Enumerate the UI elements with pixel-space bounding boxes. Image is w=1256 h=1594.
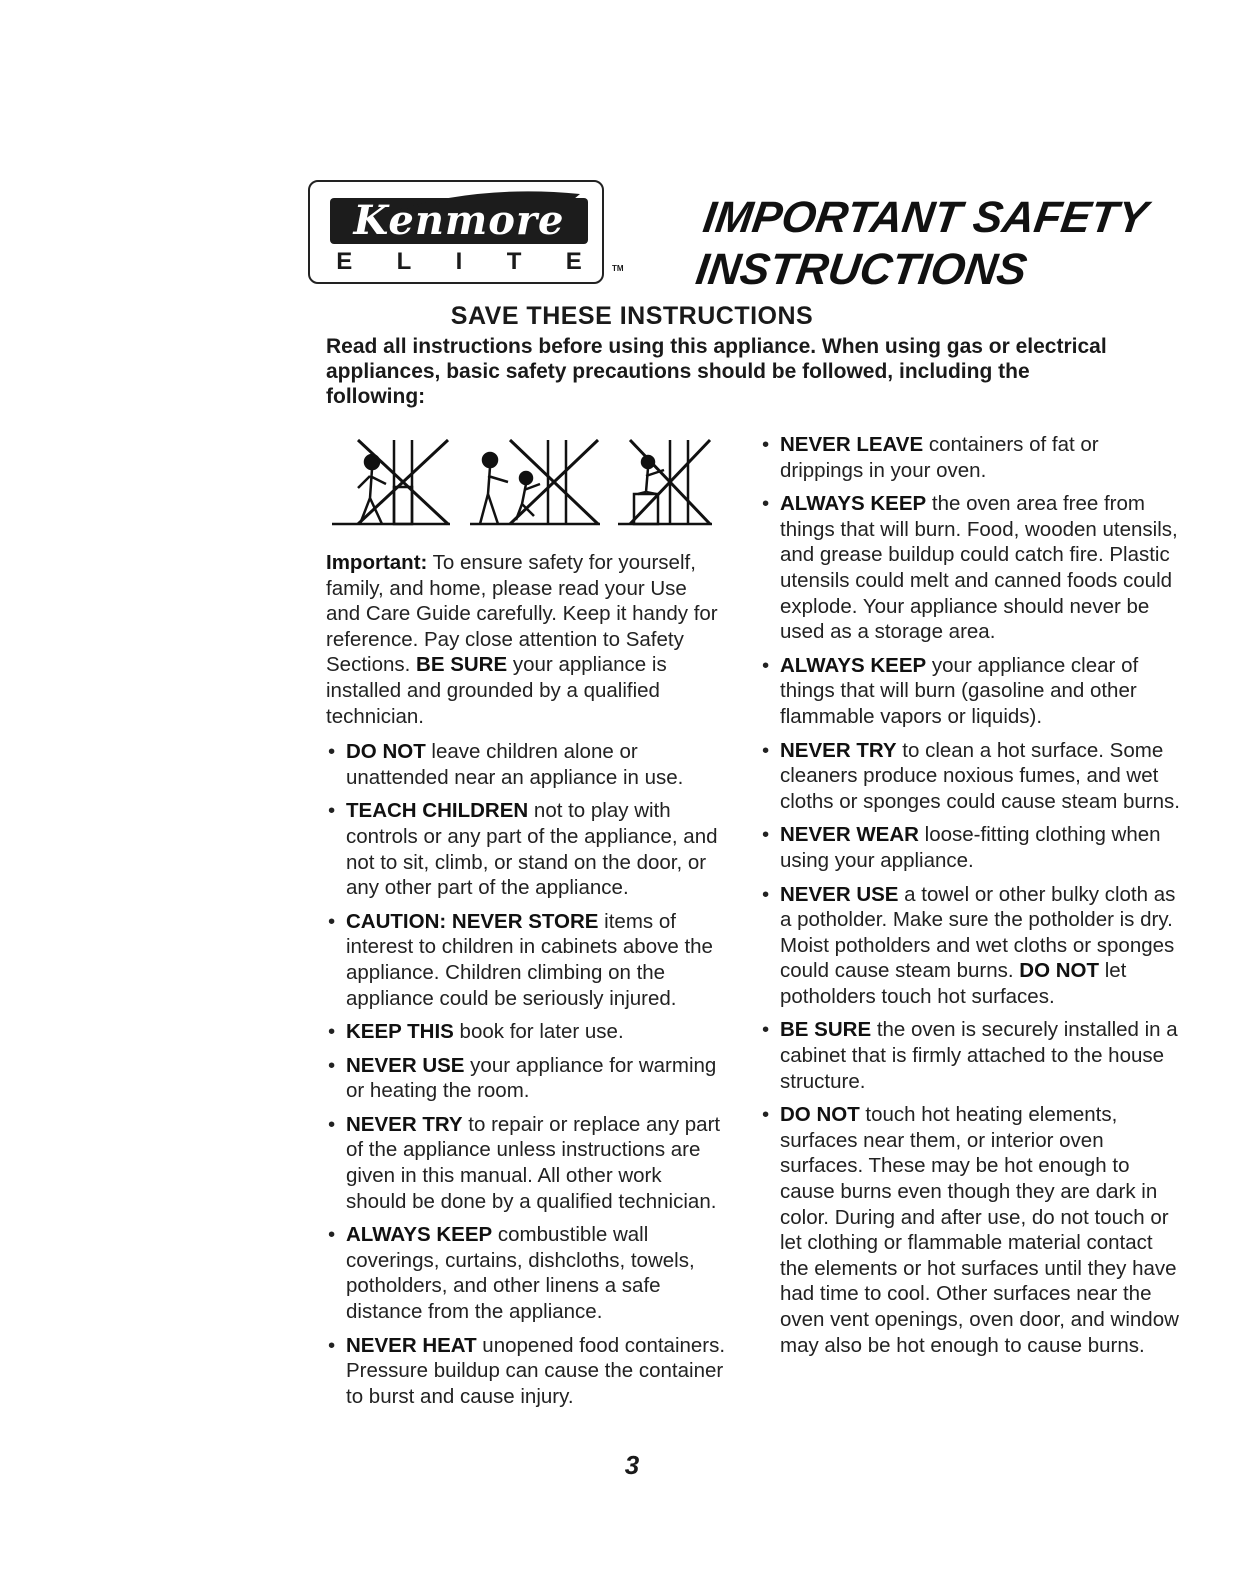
- list-item: [760, 1102, 1180, 1358]
- item-keyword: NEVER TRY: [346, 1112, 463, 1136]
- item-text: unopened food containers. Pressure buildup can cause the container to burst and cause injury.: [346, 1333, 726, 1408]
- bullet: •: [328, 740, 336, 764]
- bullet: •: [328, 1333, 336, 1357]
- kenmore-elite-logo: [308, 180, 624, 292]
- swoosh-icon: [330, 182, 588, 222]
- item-keyword-2: DO NOT: [1019, 959, 1100, 983]
- bullet: •: [762, 653, 770, 677]
- no-child-on-stool-icon: [618, 440, 712, 524]
- list-item: [760, 822, 1180, 873]
- important-text-2: your appliance is installed and grounded by a qualified technician.: [326, 653, 667, 728]
- item-text: your appliance clear of things that will burn (gasoline and other flammable vapors or liquids).: [780, 653, 1139, 728]
- item-keyword: CAUTION: NEVER STORE: [346, 909, 599, 933]
- item-keyword: ALWAYS KEEP: [780, 492, 927, 516]
- no-child-climbing-icon: [470, 440, 600, 524]
- item-keyword: TEACH CHILDREN: [346, 799, 529, 823]
- item-text: to repair or replace any part of the appliance unless instructions are given in this manual. All other work should be done by a qualified technician.: [346, 1112, 721, 1213]
- item-keyword: NEVER LEAVE: [780, 433, 924, 456]
- list-item: [760, 738, 1180, 815]
- list-item: [326, 1053, 726, 1104]
- item-keyword: KEEP THIS: [346, 1020, 454, 1044]
- item-keyword: NEVER TRY: [780, 738, 897, 762]
- logo-letter: L: [396, 248, 412, 275]
- bullet: •: [328, 1020, 336, 1044]
- list-item: [760, 1017, 1180, 1094]
- bullet: •: [762, 1018, 770, 1042]
- important-text-1: To ensure safety for yourself, family, and home, please read your Use and Care Guide carefully. Keep it handy for reference. Pay close attention to Safety Sections.: [326, 551, 718, 677]
- save-instructions-heading: SAVE THESE INSTRUCTIONS: [450, 302, 814, 330]
- logo-letter: E: [336, 248, 353, 275]
- item-keyword: DO NOT: [780, 1103, 860, 1127]
- bullet: •: [328, 799, 336, 823]
- item-keyword: NEVER USE: [780, 882, 899, 906]
- item-keyword: NEVER WEAR: [780, 823, 919, 847]
- list-item: [760, 653, 1180, 730]
- bullet: •: [328, 1223, 336, 1247]
- right-safety-list: [760, 432, 1180, 1358]
- item-keyword: ALWAYS KEEP: [780, 653, 927, 677]
- item-text: touch hot heating elements, surfaces near them, or interior oven surfaces. These may be hot enough to cause burns even though they are dark in color. During and after use, do not touch or let clothing or flammable material contact the elements or hot surfaces until they have had time to cool. Other surfaces near the oven vent openings, oven door, and window may also be hot enough to cause burns.: [780, 1103, 1179, 1357]
- bullet: •: [762, 882, 770, 906]
- logo-letter: T: [506, 248, 522, 275]
- page-title: [693, 192, 1228, 296]
- list-item: [760, 432, 1180, 483]
- list-item: [760, 882, 1180, 1010]
- title-line-2: INSTRUCTIONS: [692, 245, 1030, 294]
- item-text-2: let potholders touch hot surfaces.: [780, 959, 1127, 1008]
- right-column: [760, 432, 1180, 1366]
- bullet: •: [762, 1103, 770, 1127]
- item-text: loose-fitting clothing when using your appliance.: [780, 823, 1161, 872]
- item-keyword: BE SURE: [780, 1018, 872, 1042]
- left-column: [326, 550, 726, 1417]
- list-item: [326, 1222, 726, 1324]
- list-item: [326, 798, 726, 900]
- list-item: [326, 909, 726, 1011]
- item-text: the oven area free from things that will burn. Food, wooden utensils, and grease buildup could catch fire. Plastic utensils could melt and canned foods could explode. Your appliance should never be used as a storage area.: [780, 492, 1178, 644]
- item-keyword: DO NOT: [346, 740, 426, 764]
- item-text: a towel or other bulky cloth as a potholder. Make sure the potholder is dry. Moist potholders and wet cloths or sponges could cause steam burns.: [780, 882, 1176, 983]
- item-text: combustible wall coverings, curtains, dishcloths, towels, potholders, and other linens a safe distance from the appliance.: [346, 1223, 695, 1324]
- item-text: to clean a hot surface. Some cleaners produce noxious fumes, and wet cloths or sponges could cause steam burns.: [780, 738, 1180, 813]
- logo-frame: [308, 180, 604, 284]
- list-item: [326, 1333, 726, 1410]
- item-keyword: NEVER HEAT: [346, 1333, 477, 1357]
- left-safety-list: [326, 739, 726, 1409]
- logo-letter: E: [565, 248, 582, 275]
- list-item: [760, 491, 1180, 645]
- list-item: [326, 1112, 726, 1214]
- logo-letter: I: [455, 248, 463, 275]
- logo-elite-letters: [314, 248, 604, 276]
- item-keyword: NEVER USE: [346, 1053, 465, 1077]
- item-text: not to play with controls or any part of the appliance, and not to sit, climb, or stand on the door, or any other part of the appliance.: [346, 799, 718, 900]
- item-keyword: ALWAYS KEEP: [346, 1223, 493, 1247]
- bullet: •: [328, 1112, 336, 1136]
- item-text: containers of fat or drippings in your oven.: [780, 433, 1099, 482]
- no-child-on-door-icon: [332, 440, 450, 524]
- bullet: •: [328, 1053, 336, 1077]
- bullet: •: [328, 909, 336, 933]
- item-text: the oven is securely installed in a cabinet that is firmly attached to the house structure.: [780, 1018, 1178, 1093]
- intro-paragraph: Read all instructions before using this appliance. When using gas or electrical appliances, basic safety precautions should be followed, including the following:: [326, 335, 1107, 408]
- trademark-mark: TM: [612, 264, 624, 273]
- safety-pictograms: [330, 432, 714, 532]
- item-text: items of interest to children in cabinets above the appliance. Children climbing on the appliance could be seriously injured.: [346, 909, 713, 1010]
- bullet: •: [762, 823, 770, 847]
- list-item: [326, 1019, 726, 1045]
- page-number: 3: [624, 1450, 640, 1480]
- important-label: Important:: [326, 551, 428, 574]
- list-item: [326, 739, 726, 790]
- logo-brand-text: Kenmore: [353, 197, 565, 244]
- important-bold: BE SURE: [416, 653, 508, 677]
- important-paragraph: [326, 550, 726, 729]
- bullet: •: [762, 492, 770, 516]
- bullet: •: [762, 738, 770, 762]
- title-line-1: IMPORTANT SAFETY: [700, 193, 1151, 242]
- bullet: •: [762, 433, 770, 456]
- item-text: your appliance for warming or heating the room.: [346, 1053, 717, 1103]
- item-text: leave children alone or unattended near an appliance in use.: [346, 740, 684, 789]
- item-text: book for later use.: [453, 1020, 624, 1044]
